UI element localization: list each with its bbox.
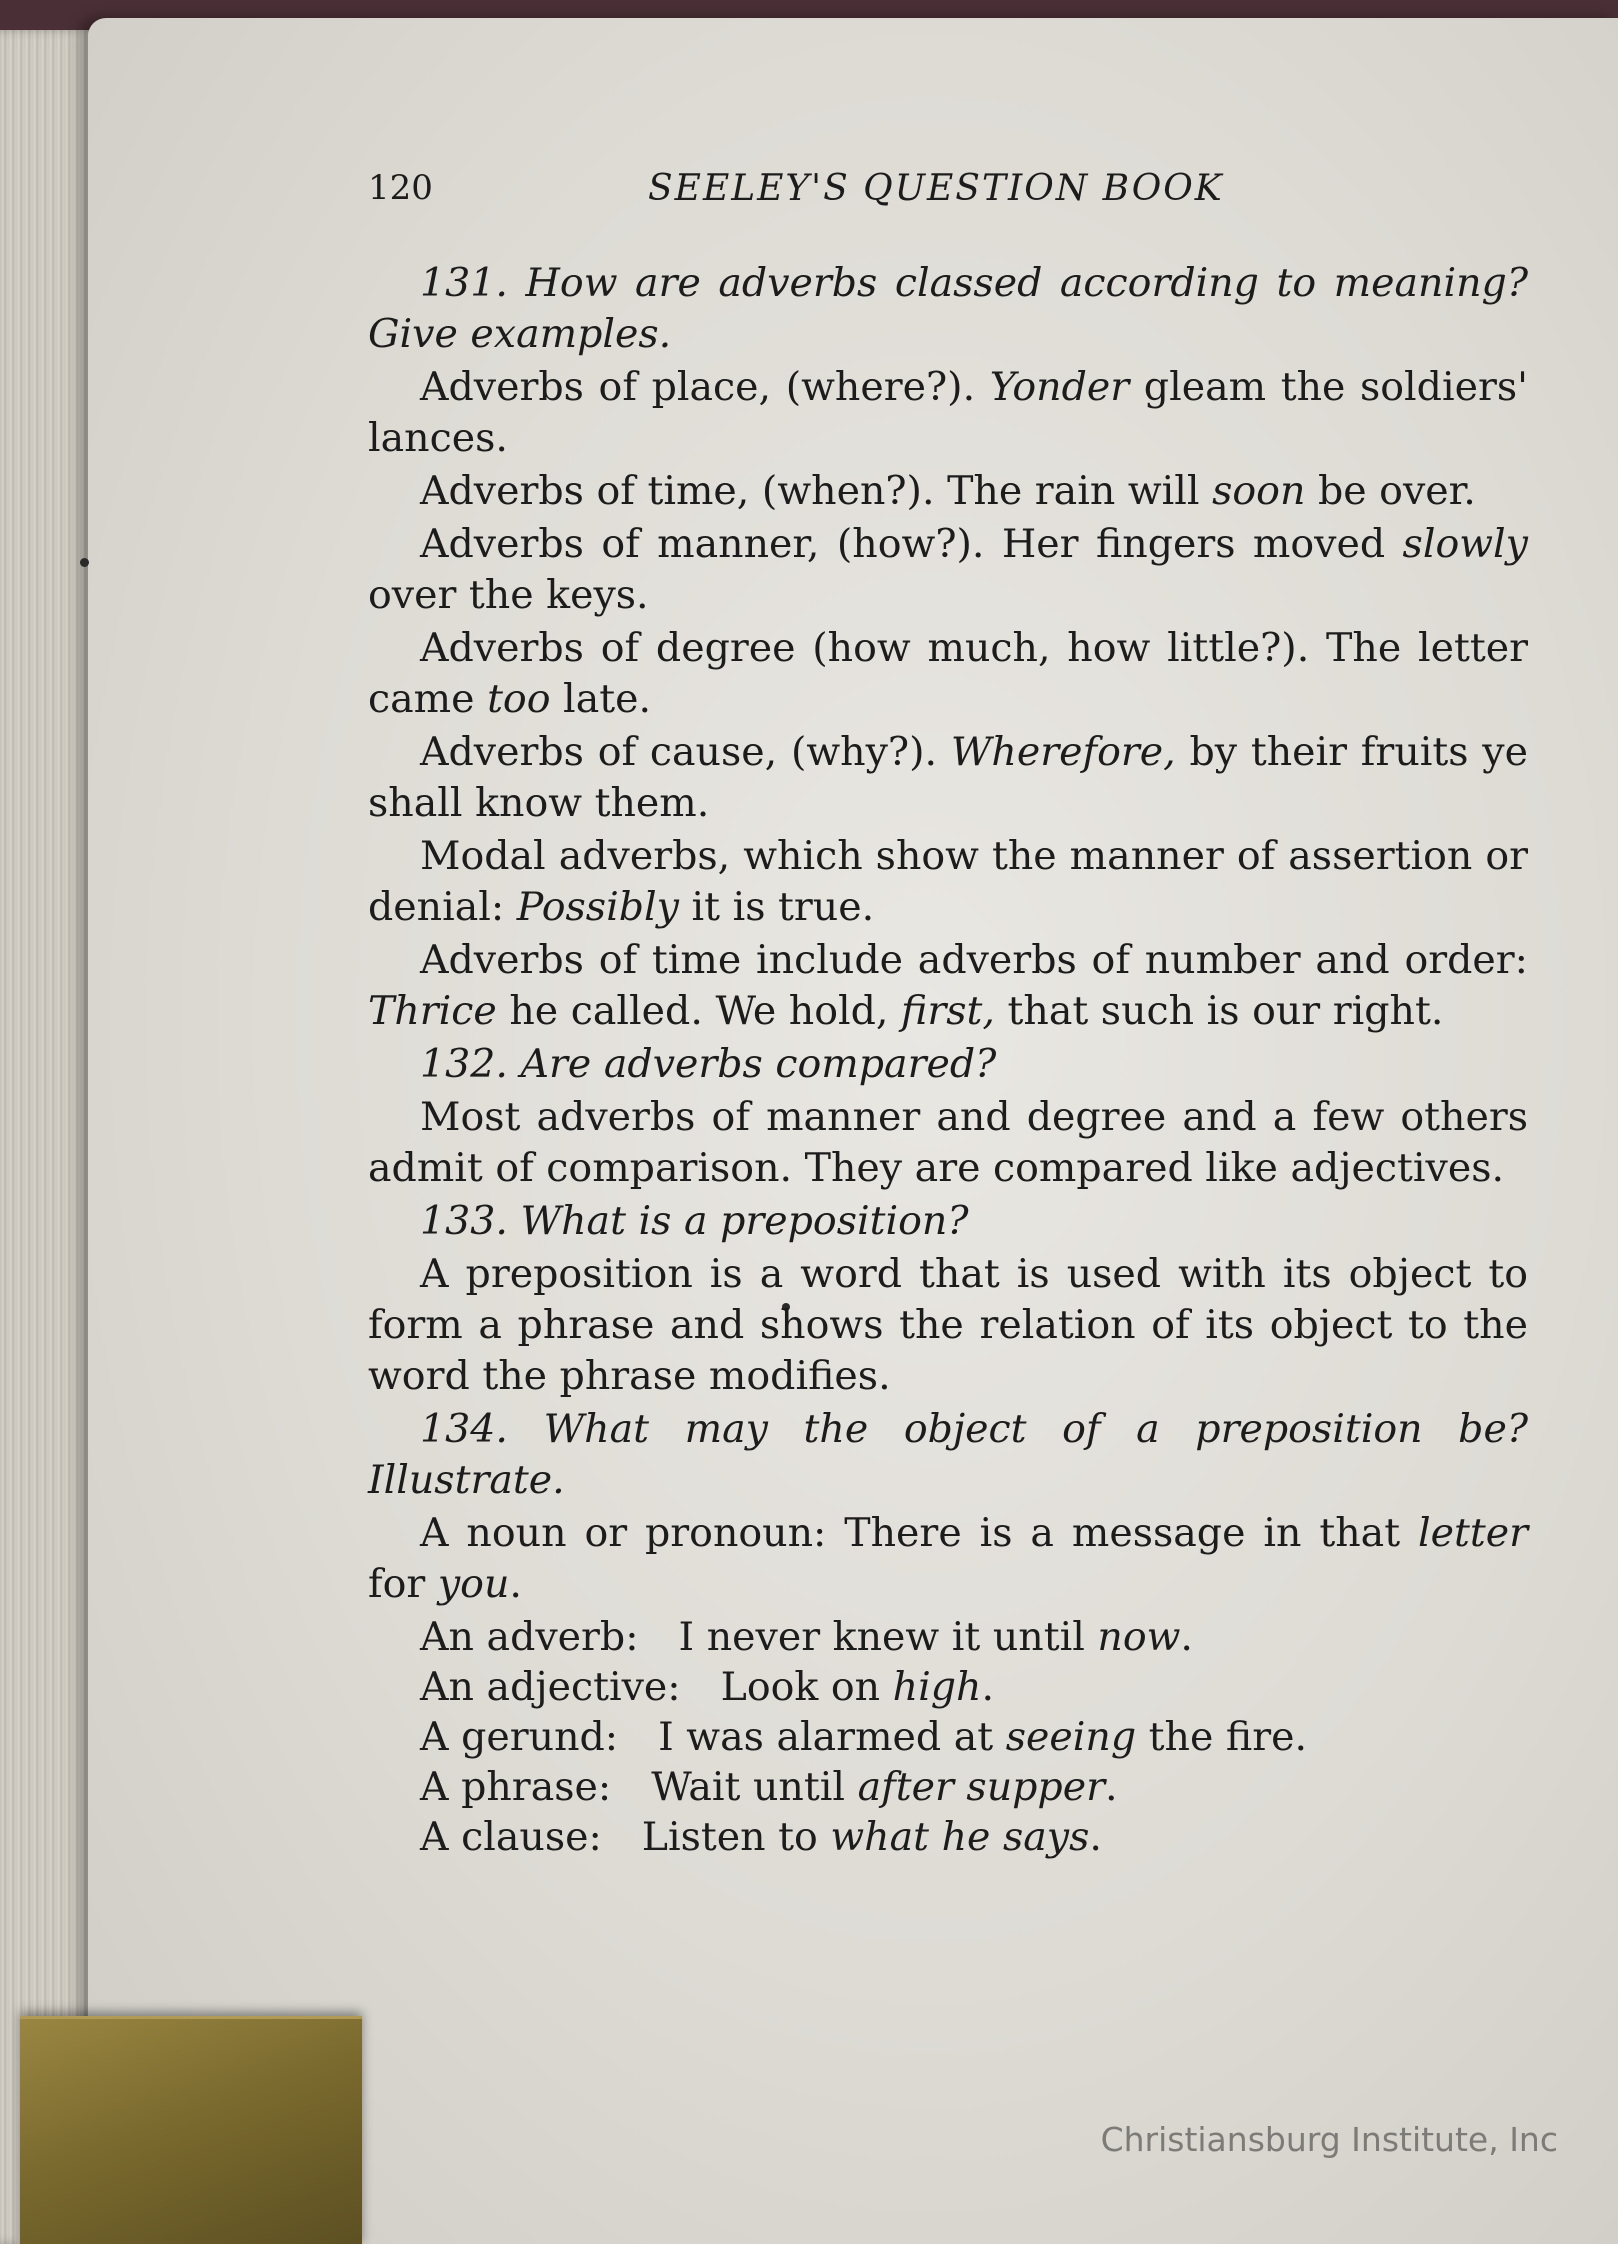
running-head <box>368 168 1528 218</box>
list-item-adverb: An adverb: I never knew it until now. <box>420 1614 1193 1660</box>
list-item-phrase: A phrase: Wait until after supper. <box>420 1764 1118 1810</box>
book-page <box>88 18 1618 2244</box>
adverbs-of-place: Adverbs of place, (where?). Yonder gleam the soldiers' lances. <box>368 364 1528 461</box>
page-number: 120 <box>368 168 433 208</box>
ink-spot <box>80 558 89 567</box>
adverbs-of-cause: Adverbs of cause, (why?). Wherefore, by their fruits ye shall know them. <box>368 729 1528 826</box>
answer-133: A preposition is a word that is used with its object to form a phrase and shows the relation of its object to the word the phrase modifies. <box>368 1251 1528 1399</box>
adverbs-of-time: Adverbs of time, (when?). The rain will soon be over. <box>420 468 1476 514</box>
question-131: 131. How are adverbs classed according to meaning? Give examples. <box>368 260 1529 357</box>
question-134: 134. What may the object of a preposition be? Illustrate. <box>368 1406 1528 1503</box>
answer-132: Most adverbs of manner and degree and a few others admit of comparison. They are compared like adjectives. <box>368 1094 1528 1191</box>
page-text-block <box>368 168 1528 1862</box>
modal-adverbs: Modal adverbs, which show the manner of assertion or denial: Possibly it is true. <box>368 833 1528 930</box>
watermark: Christiansburg Institute, Inc <box>1100 2120 1558 2159</box>
adverbs-of-number: Adverbs of time include adverbs of number and order: Thrice he called. We hold, first, that such is our right. <box>368 937 1528 1034</box>
running-title: SEELEY'S QUESTION BOOK <box>648 168 1224 209</box>
noun-or-pronoun: A noun or pronoun: There is a message in that letter for you. <box>368 1510 1528 1607</box>
brass-bookmark-tab <box>20 2016 362 2244</box>
list-item-clause: A clause: Listen to what he says. <box>420 1814 1102 1860</box>
list-item-gerund: A gerund: I was alarmed at seeing the fire. <box>420 1714 1308 1760</box>
question-133: 133. What is a preposition? <box>420 1198 969 1244</box>
question-132: 132. Are adverbs compared? <box>420 1041 997 1087</box>
adverbs-of-manner: Adverbs of manner, (how?). Her fingers moved slowly over the keys. <box>368 521 1528 618</box>
list-item-adjective: An adjective: Look on high. <box>420 1664 995 1710</box>
adverbs-of-degree: Adverbs of degree (how much, how little?). The letter came too late. <box>368 625 1528 722</box>
